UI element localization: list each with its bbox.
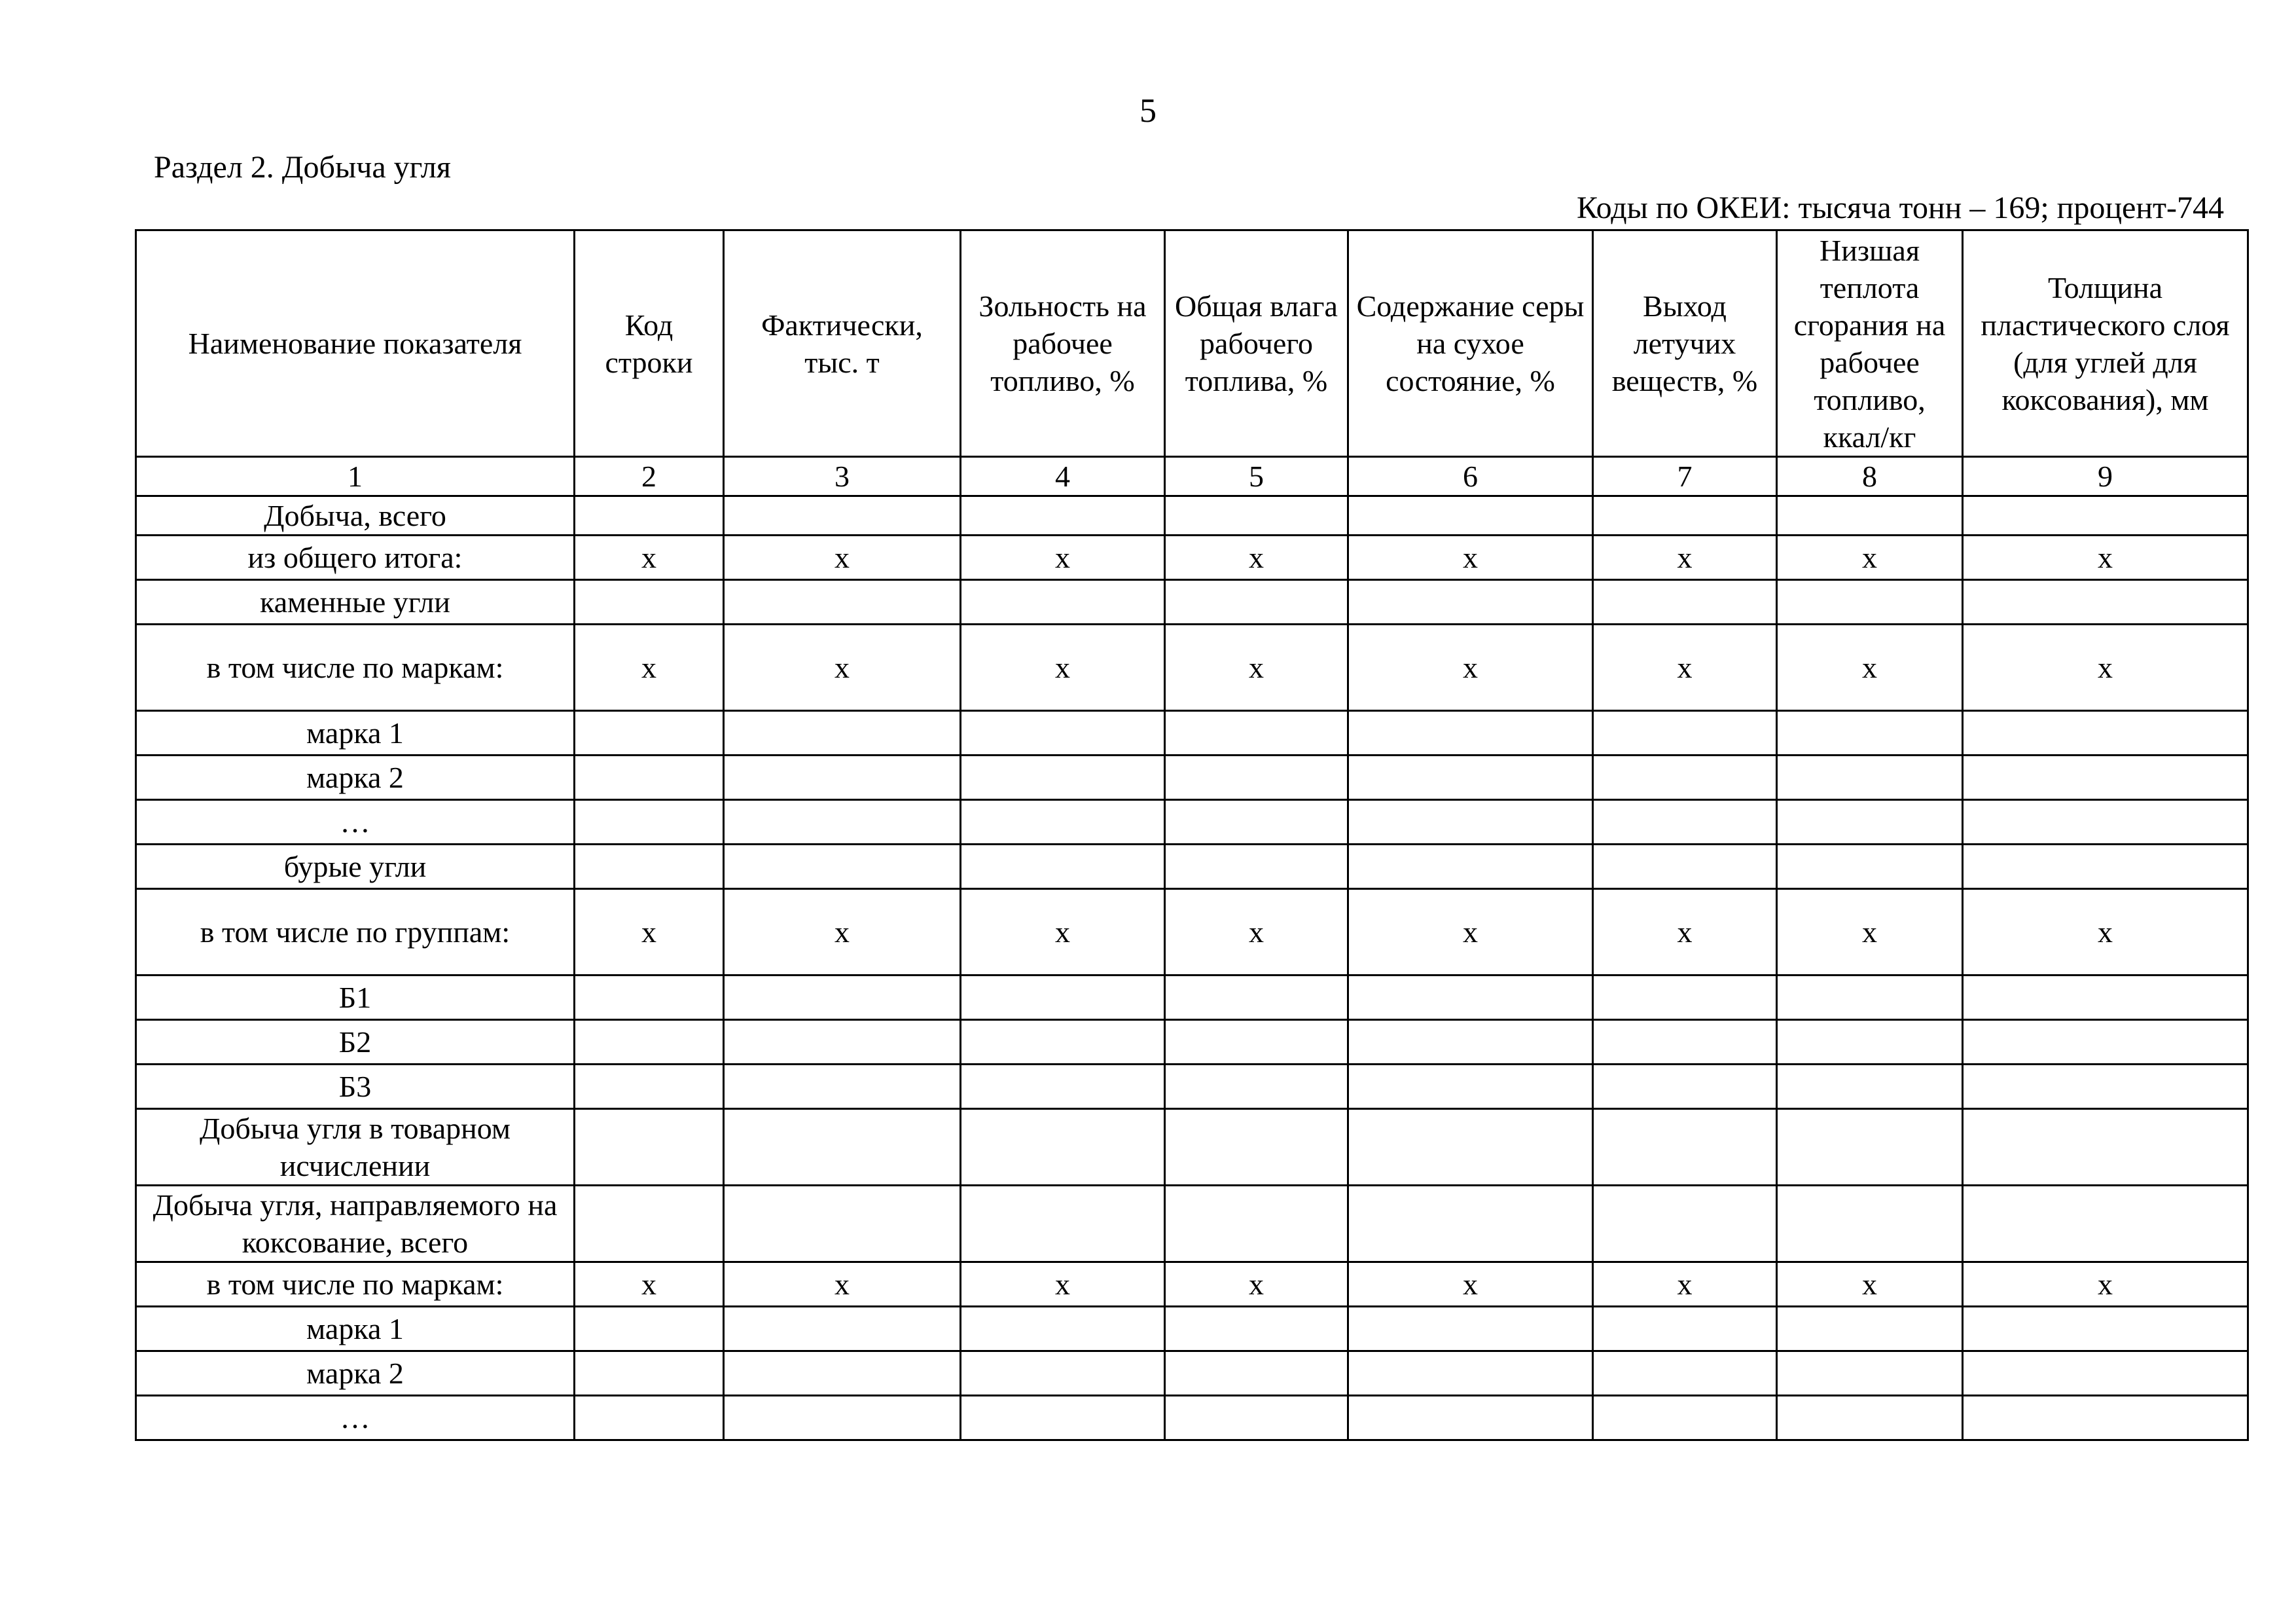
data-cell: х — [1348, 625, 1593, 711]
data-cell: х — [1777, 1262, 1963, 1307]
data-cell — [1165, 1020, 1348, 1065]
data-cell — [1963, 756, 2248, 800]
header-cell: Низшая теплота сгорания на рабочее топливо, ккал/кг — [1777, 230, 1963, 457]
data-cell: х — [575, 536, 724, 580]
data-cell — [1777, 1020, 1963, 1065]
data-cell: х — [724, 889, 961, 976]
indicator-name: Добыча угля в товарном исчислении — [136, 1109, 575, 1186]
data-cell — [1593, 756, 1777, 800]
data-cell — [1348, 976, 1593, 1020]
data-cell — [1165, 711, 1348, 756]
data-cell — [961, 1307, 1165, 1351]
data-cell — [1593, 1065, 1777, 1109]
data-cell: х — [961, 1262, 1165, 1307]
data-cell — [1963, 711, 2248, 756]
data-cell — [1963, 845, 2248, 889]
indicator-name: в том числе по маркам: — [136, 625, 575, 711]
data-cell — [575, 1020, 724, 1065]
data-cell: х — [1963, 1262, 2248, 1307]
data-cell — [1165, 1307, 1348, 1351]
data-cell — [724, 756, 961, 800]
column-number: 2 — [575, 457, 724, 496]
page-number: 5 — [1139, 92, 1157, 130]
header-cell: Фактически, тыс. т — [724, 230, 961, 457]
data-cell — [1348, 1065, 1593, 1109]
data-cell: х — [1165, 889, 1348, 976]
data-cell — [1963, 1109, 2248, 1186]
data-cell — [575, 1186, 724, 1262]
data-cell — [1593, 580, 1777, 625]
indicator-name: в том числе по маркам: — [136, 1262, 575, 1307]
header-cell: Содержание серы на сухое состояние, % — [1348, 230, 1593, 457]
table-row — [136, 1396, 2248, 1440]
data-cell — [961, 1065, 1165, 1109]
data-cell: х — [1777, 625, 1963, 711]
data-cell — [1963, 1396, 2248, 1440]
data-cell — [575, 1307, 724, 1351]
indicator-name: Добыча, всего — [136, 496, 575, 536]
data-cell — [575, 1351, 724, 1396]
data-cell — [1165, 1186, 1348, 1262]
indicator-name: из общего итога: — [136, 536, 575, 580]
data-cell: х — [575, 1262, 724, 1307]
data-cell — [961, 1020, 1165, 1065]
table-row — [136, 800, 2248, 845]
column-number: 5 — [1165, 457, 1348, 496]
data-cell — [1963, 1020, 2248, 1065]
data-cell — [724, 1020, 961, 1065]
data-cell — [1963, 1307, 2248, 1351]
data-cell — [1165, 1065, 1348, 1109]
data-cell: х — [1963, 536, 2248, 580]
data-cell — [575, 580, 724, 625]
data-cell — [575, 1065, 724, 1109]
data-cell: х — [724, 536, 961, 580]
data-cell — [1593, 1186, 1777, 1262]
data-cell — [961, 845, 1165, 889]
column-number: 4 — [961, 457, 1165, 496]
data-cell: х — [1348, 889, 1593, 976]
data-cell — [1348, 1109, 1593, 1186]
data-cell — [575, 845, 724, 889]
indicator-name: Б1 — [136, 976, 575, 1020]
indicator-name: … — [136, 1396, 575, 1440]
data-cell — [1963, 1351, 2248, 1396]
indicator-name: Добыча угля, направляемого на коксование, всего — [136, 1186, 575, 1262]
data-cell — [961, 1351, 1165, 1396]
data-cell: х — [1165, 1262, 1348, 1307]
table-row — [136, 580, 2248, 625]
table-row — [136, 625, 2248, 711]
header-cell: Выход летучих веществ, % — [1593, 230, 1777, 457]
header-cell: Толщина пластического слоя (для углей для коксования), мм — [1963, 230, 2248, 457]
indicator-name: каменные угли — [136, 580, 575, 625]
indicator-name: марка 2 — [136, 756, 575, 800]
column-number: 1 — [136, 457, 575, 496]
coal-production-table — [135, 229, 2249, 1441]
data-cell — [961, 496, 1165, 536]
indicator-name: в том числе по группам: — [136, 889, 575, 976]
data-cell — [1348, 800, 1593, 845]
data-cell — [1348, 580, 1593, 625]
table-row — [136, 536, 2248, 580]
data-cell — [724, 1186, 961, 1262]
data-cell — [1165, 496, 1348, 536]
data-cell — [724, 1307, 961, 1351]
table-row — [136, 1020, 2248, 1065]
data-cell — [1777, 1186, 1963, 1262]
data-cell — [1777, 1065, 1963, 1109]
data-cell — [961, 756, 1165, 800]
header-row — [136, 230, 2248, 457]
data-cell — [575, 1396, 724, 1440]
data-cell — [1963, 496, 2248, 536]
column-number: 8 — [1777, 457, 1963, 496]
indicator-name: … — [136, 800, 575, 845]
data-cell — [1348, 845, 1593, 889]
data-cell — [961, 976, 1165, 1020]
data-cell — [1593, 496, 1777, 536]
data-cell — [961, 800, 1165, 845]
table-row — [136, 1351, 2248, 1396]
data-cell — [1593, 800, 1777, 845]
data-cell — [724, 711, 961, 756]
data-cell: х — [1593, 536, 1777, 580]
data-cell: х — [575, 625, 724, 711]
data-cell — [1593, 1307, 1777, 1351]
table-row — [136, 496, 2248, 536]
column-number-row — [136, 457, 2248, 496]
data-cell: х — [961, 625, 1165, 711]
data-cell — [1963, 580, 2248, 625]
data-cell — [1593, 1351, 1777, 1396]
data-cell — [1963, 1186, 2248, 1262]
data-cell — [724, 1351, 961, 1396]
data-cell — [961, 1109, 1165, 1186]
data-cell — [1348, 1186, 1593, 1262]
header-cell: Наименование показателя — [136, 230, 575, 457]
data-cell — [724, 496, 961, 536]
data-cell — [1963, 976, 2248, 1020]
section-title: Раздел 2. Добыча угля — [154, 150, 451, 185]
data-cell: х — [961, 889, 1165, 976]
data-cell — [1777, 1307, 1963, 1351]
table-row — [136, 1109, 2248, 1186]
data-cell: х — [724, 625, 961, 711]
data-cell — [575, 496, 724, 536]
column-number: 3 — [724, 457, 961, 496]
data-cell: х — [1777, 889, 1963, 976]
data-cell — [1777, 496, 1963, 536]
data-cell — [961, 1396, 1165, 1440]
data-cell — [575, 756, 724, 800]
header-cell: Зольность на рабочее топливо, % — [961, 230, 1165, 457]
data-cell — [575, 976, 724, 1020]
data-cell — [1165, 1351, 1348, 1396]
data-cell: х — [1593, 625, 1777, 711]
data-cell — [724, 976, 961, 1020]
data-cell: х — [1963, 625, 2248, 711]
data-cell — [1777, 1109, 1963, 1186]
data-cell — [1777, 1396, 1963, 1440]
data-cell — [724, 1065, 961, 1109]
data-cell — [1165, 1109, 1348, 1186]
data-cell: х — [1777, 536, 1963, 580]
indicator-name: Б2 — [136, 1020, 575, 1065]
data-cell — [1593, 976, 1777, 1020]
data-cell — [1348, 1351, 1593, 1396]
data-cell — [724, 845, 961, 889]
indicator-name: марка 1 — [136, 1307, 575, 1351]
data-cell — [1777, 1351, 1963, 1396]
data-cell — [1777, 845, 1963, 889]
header-cell: Общая влага рабочего топлива, % — [1165, 230, 1348, 457]
data-cell: х — [724, 1262, 961, 1307]
column-number: 6 — [1348, 457, 1593, 496]
indicator-name: Б3 — [136, 1065, 575, 1109]
data-cell — [961, 1186, 1165, 1262]
data-cell — [724, 1396, 961, 1440]
data-cell: х — [575, 889, 724, 976]
table-row — [136, 1065, 2248, 1109]
data-cell — [1348, 496, 1593, 536]
data-cell — [1963, 1065, 2248, 1109]
data-cell: х — [1348, 536, 1593, 580]
indicator-name: марка 2 — [136, 1351, 575, 1396]
data-cell — [1348, 711, 1593, 756]
data-cell: х — [1593, 889, 1777, 976]
data-cell — [1593, 845, 1777, 889]
data-cell — [1777, 711, 1963, 756]
data-cell: х — [1348, 1262, 1593, 1307]
data-cell — [1777, 800, 1963, 845]
table-row — [136, 976, 2248, 1020]
data-cell — [1348, 1307, 1593, 1351]
data-cell — [1593, 1396, 1777, 1440]
data-cell — [1165, 756, 1348, 800]
data-cell — [1593, 711, 1777, 756]
data-cell: х — [961, 536, 1165, 580]
data-cell: х — [1963, 889, 2248, 976]
data-cell — [1165, 976, 1348, 1020]
okei-codes: Коды по ОКЕИ: тысяча тонн – 169; процент-744 — [1576, 191, 2224, 225]
data-cell — [1593, 1109, 1777, 1186]
table-row — [136, 845, 2248, 889]
table-row — [136, 1262, 2248, 1307]
table-row — [136, 1307, 2248, 1351]
data-cell — [1777, 756, 1963, 800]
table-row — [136, 756, 2248, 800]
data-cell — [1348, 756, 1593, 800]
table-row — [136, 889, 2248, 976]
column-number: 9 — [1963, 457, 2248, 496]
data-cell — [724, 800, 961, 845]
table-row — [136, 1186, 2248, 1262]
data-cell — [1963, 800, 2248, 845]
data-cell — [575, 711, 724, 756]
column-number: 7 — [1593, 457, 1777, 496]
data-cell — [575, 800, 724, 845]
data-cell — [724, 1109, 961, 1186]
data-cell — [1165, 845, 1348, 889]
header-cell: Код строки — [575, 230, 724, 457]
data-cell — [724, 580, 961, 625]
data-cell: х — [1165, 536, 1348, 580]
data-cell — [1165, 800, 1348, 845]
data-cell — [1348, 1020, 1593, 1065]
table-row — [136, 711, 2248, 756]
data-cell — [1777, 976, 1963, 1020]
data-cell — [1348, 1396, 1593, 1440]
data-cell — [1165, 580, 1348, 625]
data-cell — [575, 1109, 724, 1186]
indicator-name: марка 1 — [136, 711, 575, 756]
data-cell — [961, 711, 1165, 756]
data-cell — [1777, 580, 1963, 625]
data-cell — [961, 580, 1165, 625]
data-cell — [1593, 1020, 1777, 1065]
data-cell: х — [1165, 625, 1348, 711]
indicator-name: бурые угли — [136, 845, 575, 889]
data-cell — [1165, 1396, 1348, 1440]
data-cell: х — [1593, 1262, 1777, 1307]
